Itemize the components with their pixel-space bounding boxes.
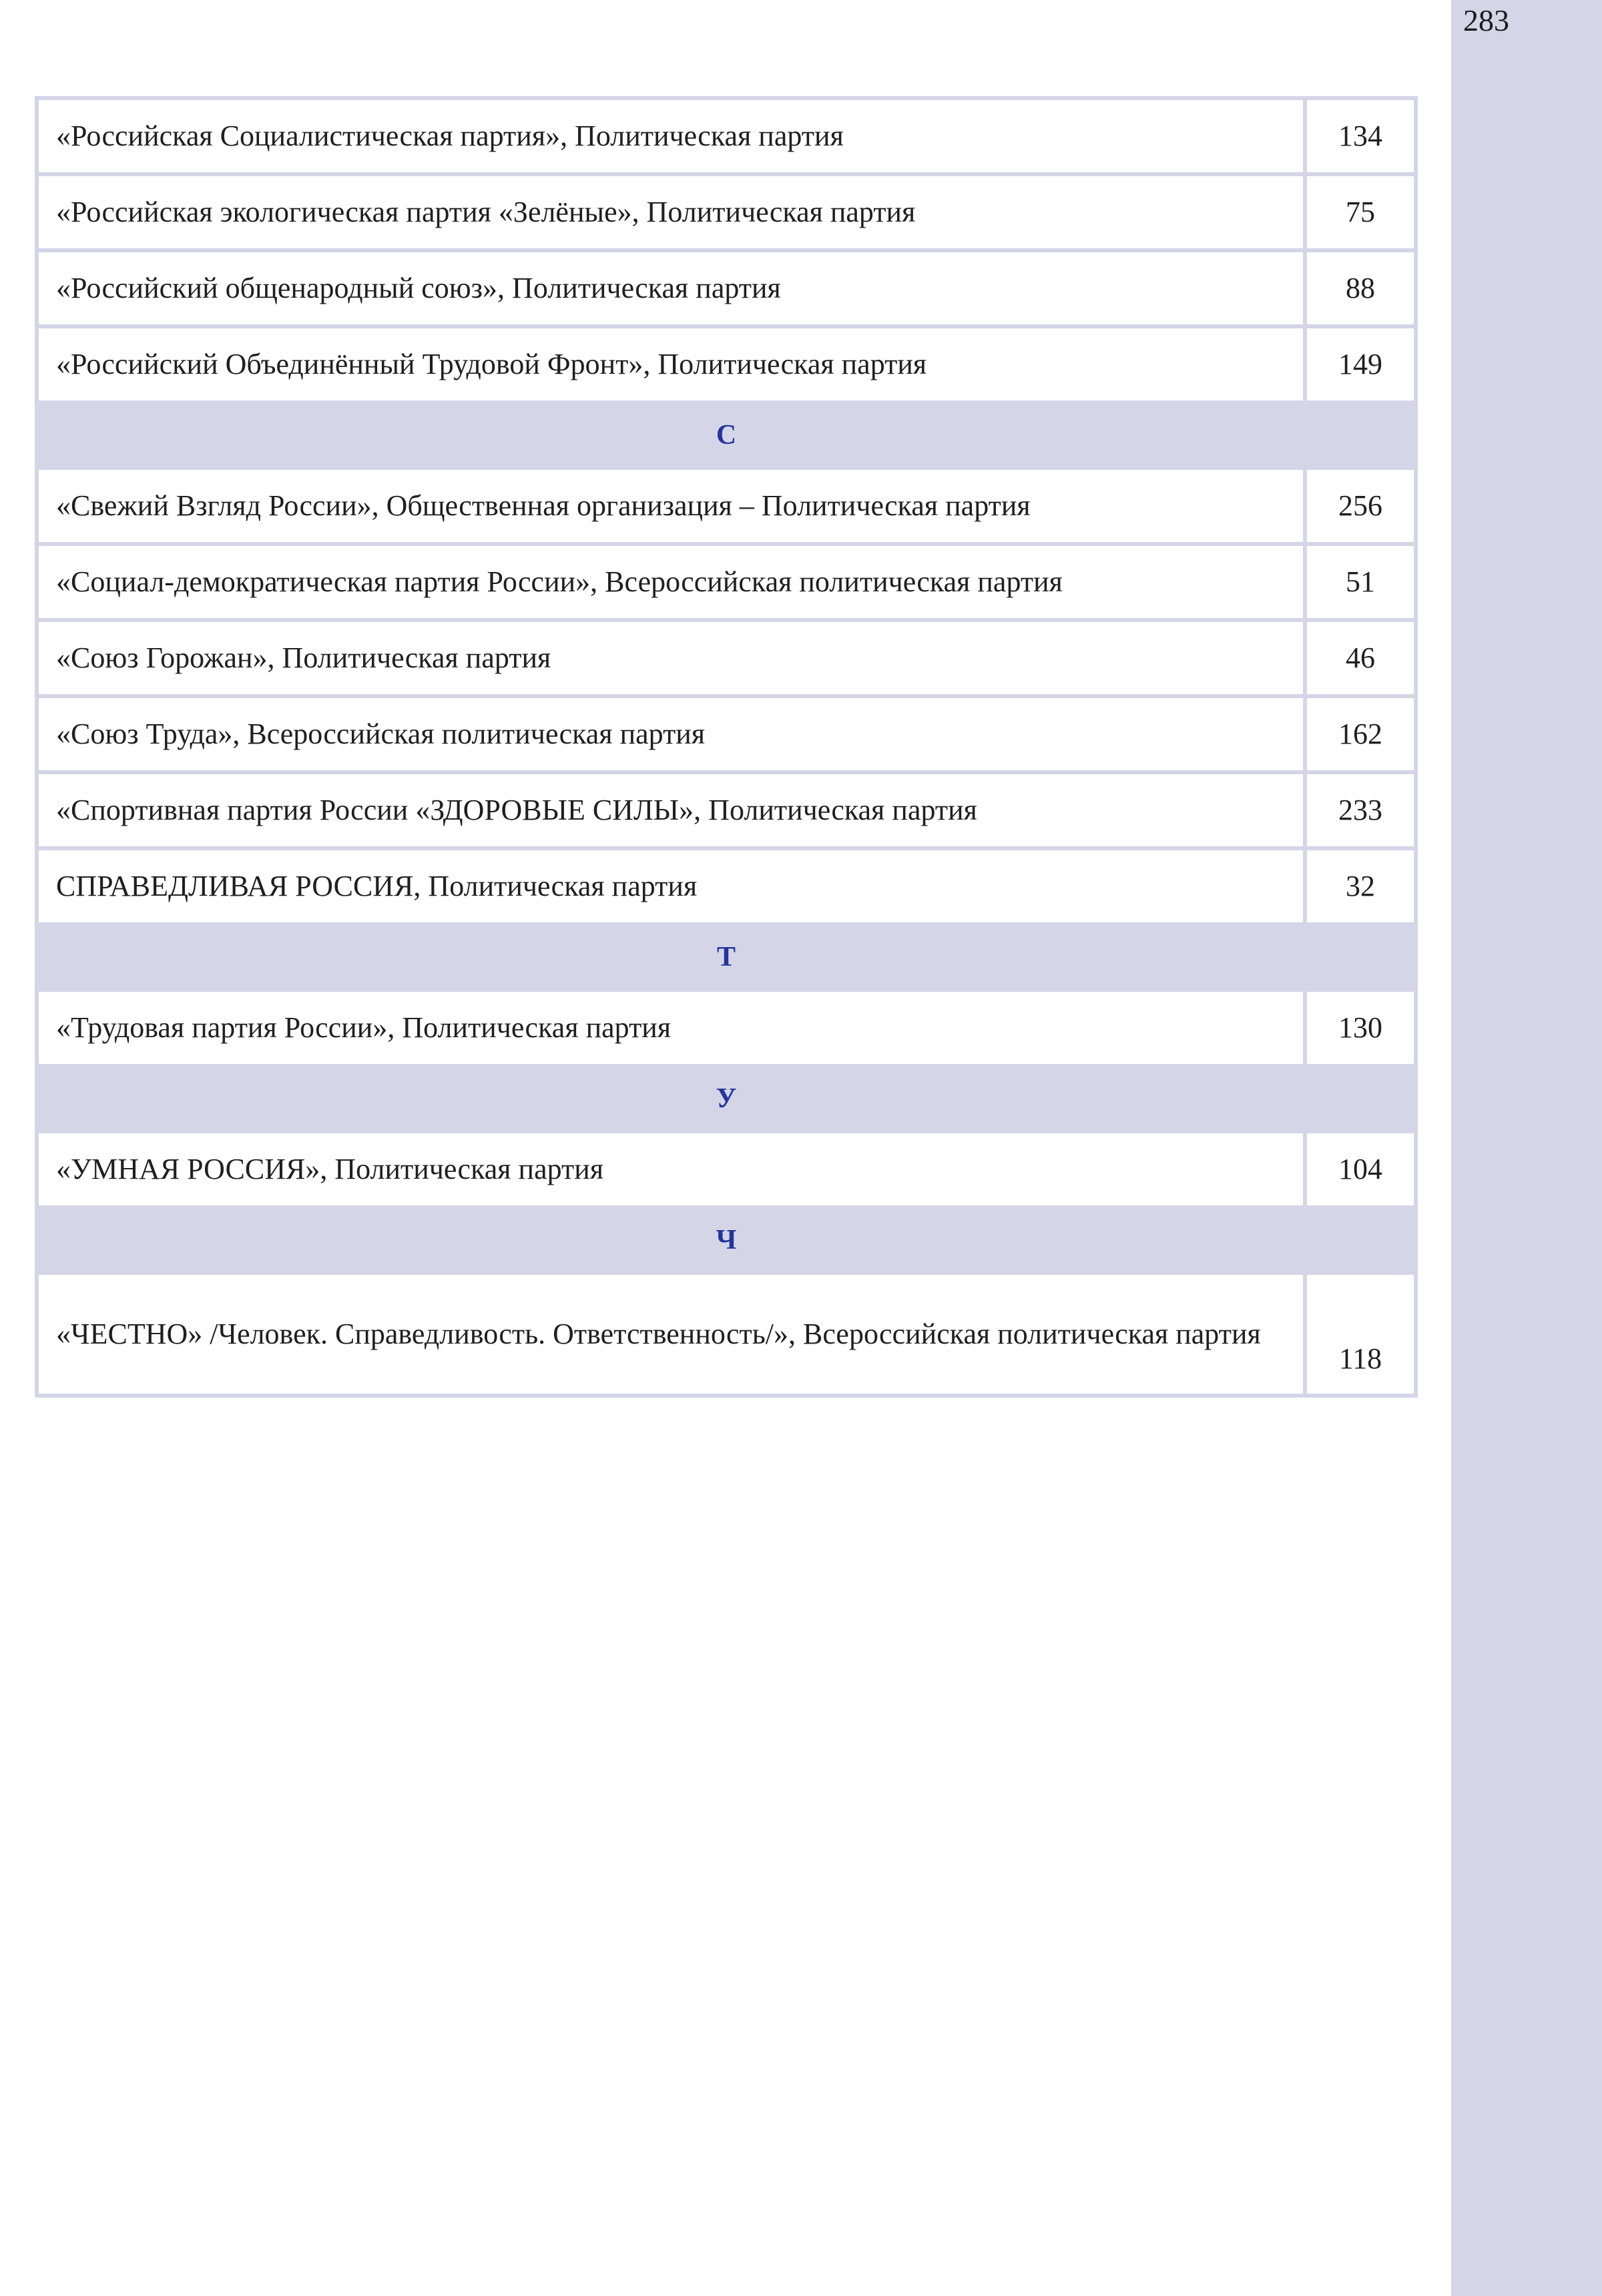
entry-page: 32 [1305, 848, 1416, 924]
entry-page: 256 [1305, 468, 1416, 544]
side-band [1451, 0, 1602, 2296]
table-row [37, 250, 1416, 326]
entry-name: «Российская Социалистическая партия», Политическая партия [37, 98, 1305, 174]
letter-header: У [37, 1066, 1416, 1131]
index-table [35, 96, 1418, 1398]
entry-page: 134 [1305, 98, 1416, 174]
entry-name: «Свежий Взгляд России», Общественная организация – Политическая партия [37, 468, 1305, 544]
entry-page: 130 [1305, 990, 1416, 1066]
table-row [37, 326, 1416, 402]
entry-name: СПРАВЕДЛИВАЯ РОССИЯ, Политическая партия [37, 848, 1305, 924]
letter-header: Т [37, 924, 1416, 990]
entry-page: 88 [1305, 250, 1416, 326]
table-row [37, 98, 1416, 174]
letter-header-row [37, 924, 1416, 990]
table-row [37, 544, 1416, 620]
entry-name: «Российский общенародный союз», Политическая партия [37, 250, 1305, 326]
entry-name: «УМНАЯ РОССИЯ», Политическая партия [37, 1131, 1305, 1207]
entry-page: 162 [1305, 696, 1416, 772]
entry-page: 118 [1305, 1273, 1416, 1396]
letter-header: С [37, 402, 1416, 468]
table-row [37, 468, 1416, 544]
letter-header: Ч [37, 1207, 1416, 1273]
letter-header-row [37, 1066, 1416, 1131]
table-row [37, 1131, 1416, 1207]
entry-name: «Спортивная партия России «ЗДОРОВЫЕ СИЛЫ», Политическая партия [37, 772, 1305, 848]
letter-header-row [37, 1207, 1416, 1273]
entry-name: «Трудовая партия России», Политическая партия [37, 990, 1305, 1066]
letter-header-row [37, 402, 1416, 468]
entry-page: 233 [1305, 772, 1416, 848]
entry-name: «Российский Объединённый Трудовой Фронт», Политическая партия [37, 326, 1305, 402]
entry-name: «Социал-демократическая партия России», Всероссийская политическая партия [37, 544, 1305, 620]
table-row [37, 174, 1416, 250]
entry-name: «Российская экологическая партия «Зелёные», Политическая партия [37, 174, 1305, 250]
entry-page: 51 [1305, 544, 1416, 620]
table-row [37, 1273, 1416, 1396]
entry-name: «ЧЕСТНО» /Человек. Справедливость. Ответственность/», Всероссийская политическая партия [37, 1273, 1305, 1396]
entry-page: 75 [1305, 174, 1416, 250]
page-number: 283 [1463, 3, 1509, 37]
entry-page: 149 [1305, 326, 1416, 402]
table-row [37, 772, 1416, 848]
table-row [37, 848, 1416, 924]
entry-page: 46 [1305, 620, 1416, 696]
table-row [37, 696, 1416, 772]
entry-name: «Союз Труда», Всероссийская политическая партия [37, 696, 1305, 772]
table-row [37, 620, 1416, 696]
entry-page: 104 [1305, 1131, 1416, 1207]
table-row [37, 990, 1416, 1066]
entry-name: «Союз Горожан», Политическая партия [37, 620, 1305, 696]
